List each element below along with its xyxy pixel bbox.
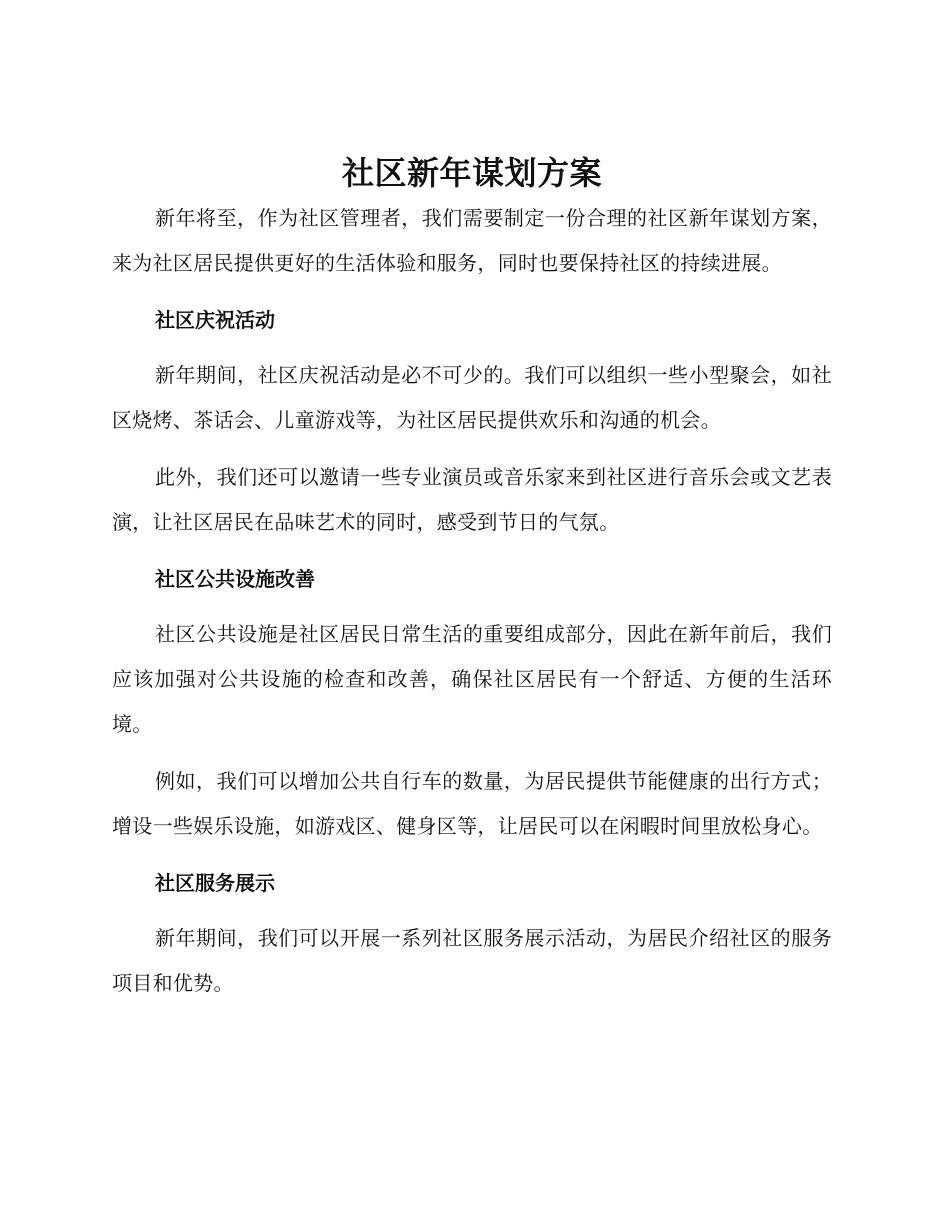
section-public-facilities	[112, 557, 832, 849]
section-celebration	[112, 298, 832, 545]
paragraph: 例如，我们可以增加公共自行车的数量，为居民提供节能健康的出行方式；增设一些娱乐设施，如游戏区、健身区等，让居民可以在闲暇时间里放松身心。	[112, 769, 832, 838]
paragraph: 社区公共设施是社区居民日常生活的重要组成部分，因此在新年前后，我们应该加强对公共设施的检查和改善，确保社区居民有一个舒适、方便的生活环境。	[112, 622, 832, 736]
paragraph: 新年期间，我们可以开展一系列社区服务展示活动，为居民介绍社区的服务项目和优势。	[112, 926, 832, 995]
document-title: 社区新年谋划方案	[341, 154, 602, 192]
section-heading: 社区服务展示	[155, 871, 275, 895]
section-heading: 社区公共设施改善	[155, 567, 315, 591]
paragraph: 此外，我们还可以邀请一些专业演员或音乐家来到社区进行音乐会或文艺表演，让社区居民在品味艺术的同时，感受到节日的气氛。	[112, 465, 832, 534]
intro-paragraph: 新年将至，作为社区管理者，我们需要制定一份合理的社区新年谋划方案，来为社区居民提供更好的生活体验和服务，同时也要保持社区的持续进展。	[112, 206, 832, 275]
section-heading: 社区庆祝活动	[155, 308, 275, 332]
paragraph: 新年期间，社区庆祝活动是必不可少的。我们可以组织一些小型聚会，如社区烧烤、茶话会、儿童游戏等，为社区居民提供欢乐和沟通的机会。	[112, 363, 832, 432]
section-service-showcase	[112, 861, 832, 1006]
document-page	[112, 150, 832, 1018]
